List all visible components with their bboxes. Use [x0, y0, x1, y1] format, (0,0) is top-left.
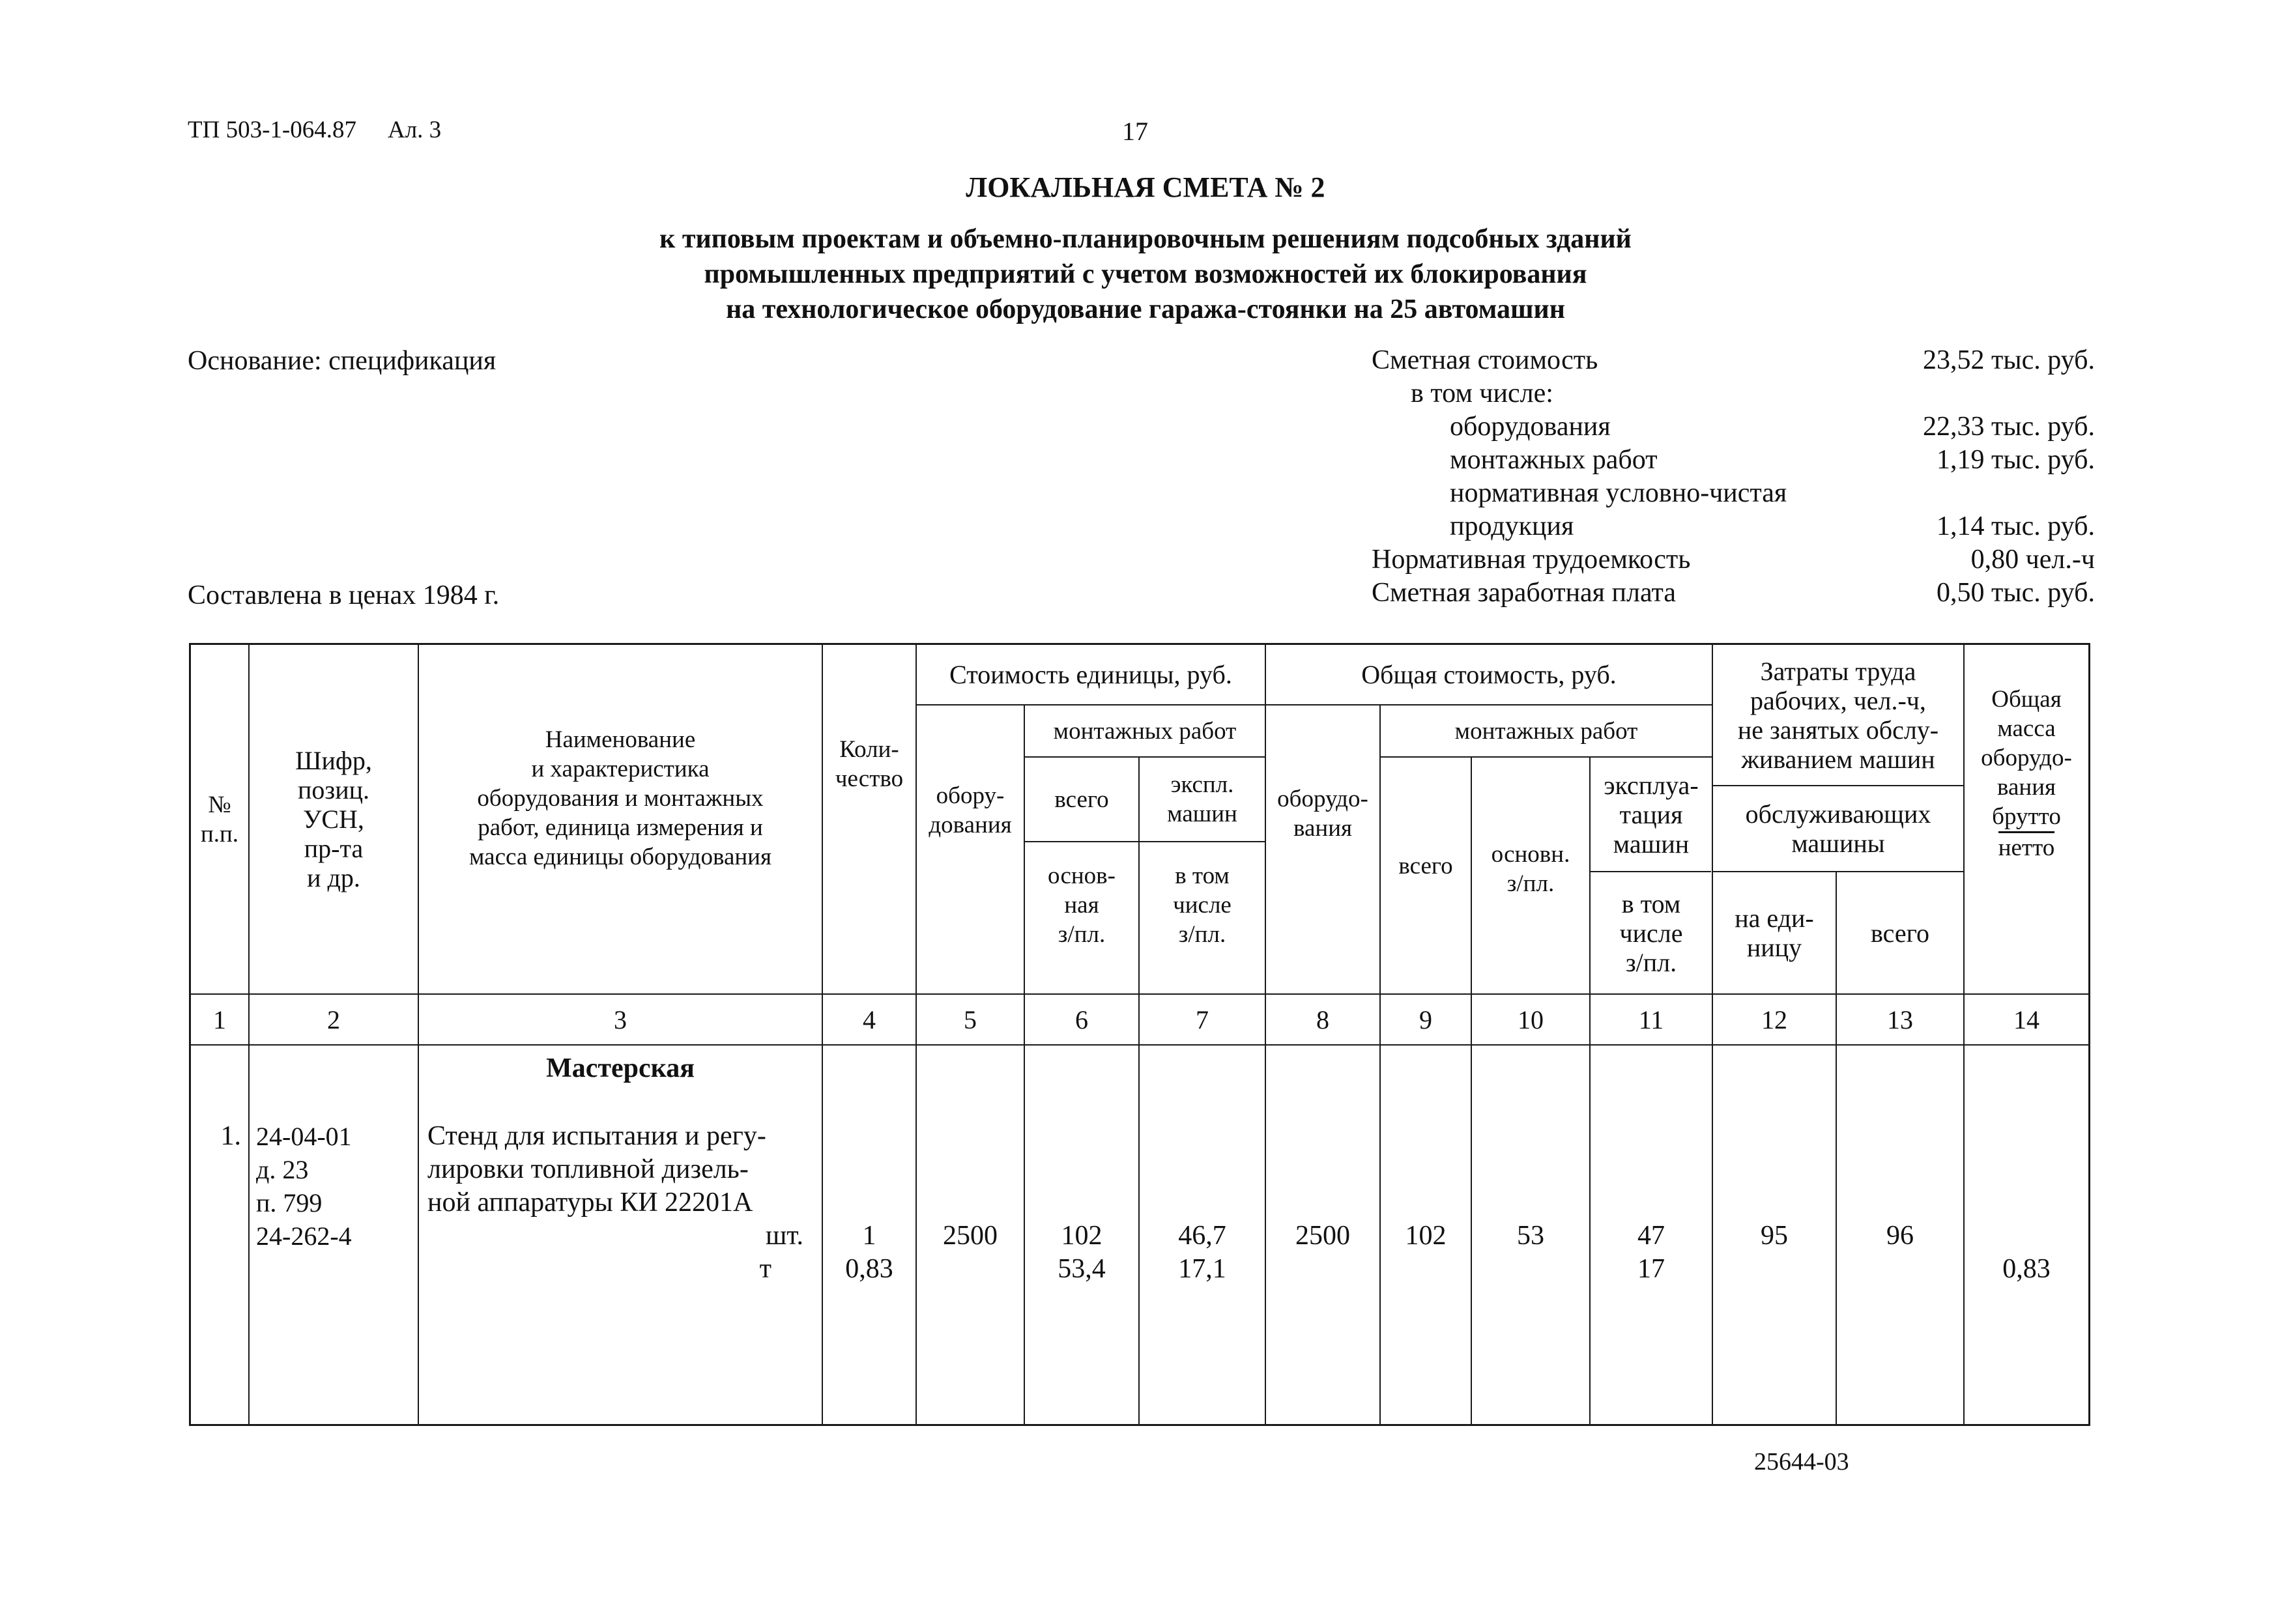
summary-labor-value: 0,80 чел.-ч [1970, 545, 2095, 575]
header-text: и др. [307, 863, 360, 892]
header-text: № [208, 791, 231, 818]
row-total-base-wage: 53 [1517, 1221, 1544, 1251]
document-header [188, 116, 441, 144]
row-unit-machine-wage: 17,1 [1178, 1254, 1226, 1284]
header-text: в том [1621, 889, 1681, 919]
row-unit-machine: 46,7 [1178, 1221, 1226, 1251]
col-number: 9 [1419, 1004, 1432, 1034]
col-number: 6 [1075, 1004, 1088, 1034]
col-number: 11 [1638, 1004, 1664, 1034]
header-code [250, 645, 418, 993]
summary-total-value: 23,52 тыс. руб. [1923, 345, 2095, 375]
row-code-line: д. 23 [256, 1155, 309, 1184]
row-unit-equipment: 2500 [943, 1221, 998, 1251]
header-text: живанием машин [1741, 744, 1935, 774]
album-number: Ал. 3 [387, 117, 442, 143]
header-text: з/пл. [1178, 920, 1226, 948]
cost-summary [1372, 344, 2095, 610]
row-code-line: п. 799 [256, 1188, 323, 1218]
row-number: 1. [220, 1121, 241, 1151]
summary-wages-label: Сметная заработная плата [1372, 578, 1677, 608]
header-unit-cost: Стоимость единицы, руб. [949, 660, 1232, 689]
header-text: основ- [1048, 862, 1116, 889]
header-text: числе [1619, 918, 1683, 948]
header-num [191, 645, 248, 993]
header-text: рабочих, чел.-ч, [1750, 685, 1926, 715]
subtitle [0, 221, 2291, 327]
page-number: 17 [1122, 117, 1148, 146]
header-labor-total: всего [1870, 918, 1930, 948]
footer-code: 25644-03 [1754, 1448, 1849, 1475]
header-text: вания [1996, 774, 2056, 801]
doc-code: ТП 503-1-064.87 [188, 117, 356, 143]
row-unit-install-base: 53,4 [1058, 1254, 1106, 1284]
header-text: Наименование [545, 726, 696, 753]
row-total-machine: 47 [1637, 1221, 1665, 1251]
header-text: числе [1173, 891, 1232, 919]
header-total-cost: Общая стоимость, руб. [1361, 660, 1617, 689]
header-text: всего [1398, 852, 1453, 879]
summary-installation-label: монтажных работ [1450, 445, 1658, 475]
header-unit-machine-wage [1140, 842, 1265, 993]
row-labor-total: 96 [1886, 1221, 1914, 1251]
subtitle-line: промышленных предприятий с учетом возможностей их блокирования [704, 259, 1587, 289]
row-total-equipment: 2500 [1295, 1221, 1350, 1251]
header-quantity [823, 645, 915, 993]
header-total-machine [1591, 758, 1712, 871]
header-name [419, 645, 822, 912]
header-text: и характеристика [531, 755, 710, 782]
row-quantity: 1 [862, 1221, 876, 1251]
summary-equipment-value: 22,33 тыс. руб. [1923, 412, 2095, 442]
header-unit-base-wage [1025, 842, 1138, 993]
row-line [189, 1044, 2090, 1046]
header-text: п.п. [200, 820, 239, 848]
header-text: оборудо- [1277, 786, 1368, 812]
header-text: Коли- [839, 735, 899, 763]
header-text: вания [1293, 815, 1353, 842]
header-total-machine-wage [1591, 872, 1712, 993]
header-unit-install-total: всего [1054, 786, 1109, 813]
header-text: работ, единица измерения и [478, 814, 763, 841]
row-total-mass: 0,83 [2002, 1254, 2051, 1284]
header-text: не занятых обслу- [1737, 715, 1939, 745]
summary-total-label: Сметная стоимость [1372, 345, 1598, 375]
header-text: машин [1167, 801, 1237, 827]
row-name [427, 1120, 766, 1219]
row-name-line: лировки топливной дизель- [427, 1154, 749, 1184]
header-text: на еди- [1735, 904, 1814, 933]
header-text: позиц. [297, 775, 370, 805]
header-text: масса [1997, 715, 2056, 742]
row-total-install: 102 [1405, 1221, 1447, 1251]
header-text: з/пл. [1058, 920, 1106, 948]
summary-labor-label: Нормативная трудоемкость [1372, 545, 1691, 575]
header-text: Общая [1991, 686, 2062, 713]
summary-equipment-label: оборудования [1450, 412, 1611, 442]
col-number: 12 [1761, 1004, 1787, 1034]
subtitle-line: к типовым проектам и объемно-планировочным решениям подсобных зданий [659, 224, 1632, 254]
header-text: эксплуа- [1604, 770, 1699, 800]
col-number: 2 [327, 1004, 340, 1034]
header-text: в том [1175, 862, 1230, 889]
header-unit-equipment [917, 705, 1024, 993]
header-text: машин [1613, 829, 1690, 859]
header-text: Шифр, [295, 746, 372, 775]
page-title: ЛОКАЛЬНАЯ СМЕТА № 2 [966, 171, 1325, 203]
summary-including-label: в том числе: [1411, 378, 1553, 408]
header-text: ная [1064, 891, 1099, 919]
col-number: 7 [1196, 1004, 1209, 1034]
col-number: 5 [964, 1004, 977, 1034]
header-total-all [1381, 758, 1471, 993]
basis-text: Основание: спецификация [188, 346, 497, 376]
header-text: пр-та [304, 834, 364, 863]
summary-wages-value: 0,50 тыс. руб. [1937, 578, 2095, 608]
header-labor-per-unit [1713, 872, 1836, 993]
header-text: оборудования и монтажных [477, 784, 764, 812]
row-total-machine-wage: 17 [1637, 1254, 1665, 1284]
table-border-bottom [189, 1424, 2090, 1426]
header-text: основн. [1491, 841, 1570, 868]
header-total-installation: монтажных работ [1454, 717, 1638, 745]
header-text: Затраты труда [1760, 656, 1916, 686]
header-mass [1965, 645, 2088, 993]
row-mass: 0,83 [845, 1254, 893, 1284]
header-total-base-wage [1472, 758, 1589, 993]
summary-net-product-label: нормативная условно-чистая [1450, 478, 1787, 508]
row-name-line: Стенд для испытания и регу- [427, 1121, 766, 1151]
header-text: тация [1619, 799, 1683, 829]
summary-installation-value: 1,19 тыс. руб. [1937, 445, 2095, 475]
summary-net-product-value: 1,14 тыс. руб. [1937, 511, 2095, 541]
summary-net-product-label-2: продукция [1450, 511, 1574, 541]
header-text: экспл. [1170, 771, 1234, 798]
header-text: чество [835, 765, 904, 792]
row-code-line: 24-262-4 [256, 1221, 352, 1251]
row-unit: шт. [765, 1221, 803, 1251]
col-number: 14 [2013, 1004, 2039, 1034]
subtitle-line: на технологическое оборудование гаража-стоянки на 25 автомашин [726, 294, 1565, 324]
header-unit-installation: монтажных работ [1053, 717, 1237, 745]
col-number: 3 [614, 1004, 627, 1034]
header-total-equipment [1266, 705, 1379, 993]
header-text: обору- [936, 782, 1005, 809]
col-number: 8 [1316, 1004, 1329, 1034]
col-number: 13 [1887, 1004, 1913, 1034]
header-labor [1713, 645, 1963, 785]
row-code [256, 1120, 352, 1253]
row-unit-install-total: 102 [1061, 1221, 1102, 1251]
row-mass-unit: т [759, 1254, 771, 1284]
header-text: з/пл. [1506, 870, 1555, 897]
row-code-line: 24-04-01 [256, 1122, 352, 1151]
prices-year-text: Составлена в ценах 1984 г. [188, 580, 500, 610]
header-labor-serving [1713, 786, 1963, 871]
header-text: з/пл. [1625, 947, 1677, 977]
col-number: 1 [213, 1004, 226, 1034]
header-mass-net: нетто [1998, 831, 2055, 862]
row-labor-per-unit: 95 [1761, 1221, 1788, 1251]
row-name-line: ной аппаратуры КИ 22201А [427, 1188, 753, 1218]
header-unit-machine [1140, 758, 1265, 841]
header-text: дования [929, 812, 1012, 838]
section-title: Мастерская [546, 1053, 695, 1083]
header-text: УСН, [303, 805, 364, 834]
header-text: ницу [1746, 933, 1802, 962]
header-text: обслуживающих [1745, 799, 1931, 829]
header-text: машины [1791, 829, 1885, 858]
col-number: 10 [1518, 1004, 1544, 1034]
header-text: оборудо- [1981, 745, 2072, 771]
col-number: 4 [863, 1004, 876, 1034]
header-text: масса единицы оборудования [469, 843, 771, 870]
header-mass-gross: брутто [1992, 803, 2061, 830]
table-border-right [2088, 643, 2090, 1426]
